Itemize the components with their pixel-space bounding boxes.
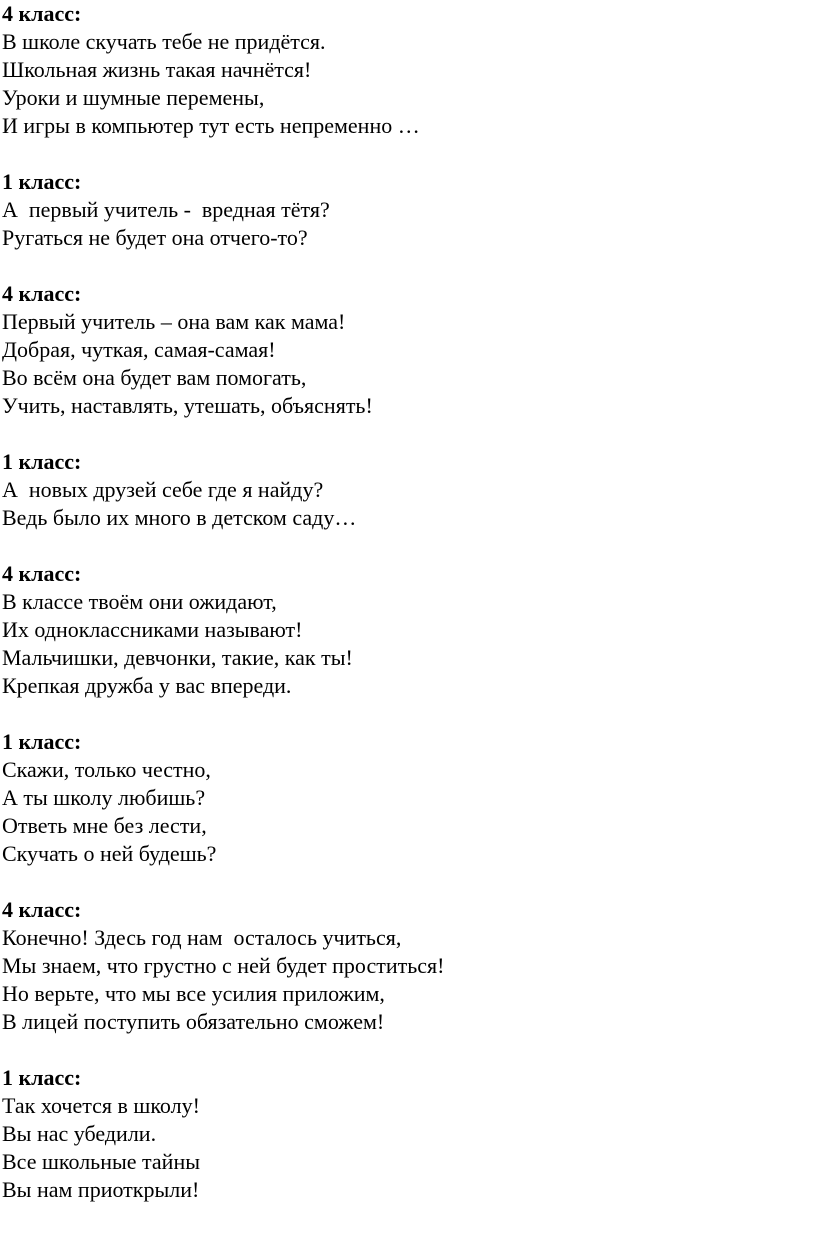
verse-line: Первый учитель – она вам как мама!: [2, 309, 346, 334]
verse-line: Добрая, чуткая, самая-самая!: [2, 337, 276, 362]
verse-line: Скажи, только честно,: [2, 757, 211, 782]
verse-line: Их одноклассниками называют!: [2, 617, 303, 642]
verse-line: Ответь мне без лести,: [2, 813, 207, 838]
speaker-label: 4 класс:: [2, 561, 82, 586]
verse-line: Ведь было их много в детском саду…: [2, 505, 357, 530]
speaker-label: 1 класс:: [2, 1065, 82, 1090]
speaker-label: 1 класс:: [2, 449, 82, 474]
stanza: [2, 1064, 816, 1204]
verse-line: Так хочется в школу!: [2, 1093, 200, 1118]
verse-line: Во всём она будет вам помогать,: [2, 365, 307, 390]
verse-line: И игры в компьютер тут есть непременно …: [2, 113, 420, 138]
verse-line: В школе скучать тебе не придётся.: [2, 29, 326, 54]
verse-line: Скучать о ней будешь?: [2, 841, 217, 866]
verse-line: А первый учитель - вредная тётя?: [2, 197, 330, 222]
stanza: [2, 280, 816, 420]
verse-line: Мы знаем, что грустно с ней будет проститься!: [2, 953, 445, 978]
stanza: [2, 896, 816, 1036]
speaker-label: 4 класс:: [2, 1, 82, 26]
speaker-label: 1 класс:: [2, 169, 82, 194]
verse-line: А ты школу любишь?: [2, 785, 206, 810]
stanza: [2, 0, 816, 140]
verse-line: Крепкая дружба у вас впереди.: [2, 673, 292, 698]
speaker-label: 4 класс:: [2, 281, 82, 306]
verse-line: Уроки и шумные перемены,: [2, 85, 265, 110]
verse-line: В классе твоём они ожидают,: [2, 589, 277, 614]
verse-line: Учить, наставлять, утешать, объяснять!: [2, 393, 373, 418]
stanza: [2, 728, 816, 868]
verse-line: Вы нас убедили.: [2, 1121, 157, 1146]
verse-line: Ругаться не будет она отчего-то?: [2, 225, 308, 250]
verse-line: Школьная жизнь такая начнётся!: [2, 57, 312, 82]
verse-line: Все школьные тайны: [2, 1149, 200, 1174]
verse-line: Вы нам приоткрыли!: [2, 1177, 200, 1202]
verse-line: В лицей поступить обязательно сможем!: [2, 1009, 385, 1034]
stanza: [2, 168, 816, 252]
stanza: [2, 560, 816, 700]
verse-line: Мальчишки, девчонки, такие, как ты!: [2, 645, 353, 670]
verse-line: А новых друзей себе где я найду?: [2, 477, 324, 502]
verse-line: Конечно! Здесь год нам осталось учиться,: [2, 925, 402, 950]
stanza: [2, 448, 816, 532]
verse-line: Но верьте, что мы все усилия приложим,: [2, 981, 385, 1006]
speaker-label: 4 класс:: [2, 897, 82, 922]
speaker-label: 1 класс:: [2, 729, 82, 754]
